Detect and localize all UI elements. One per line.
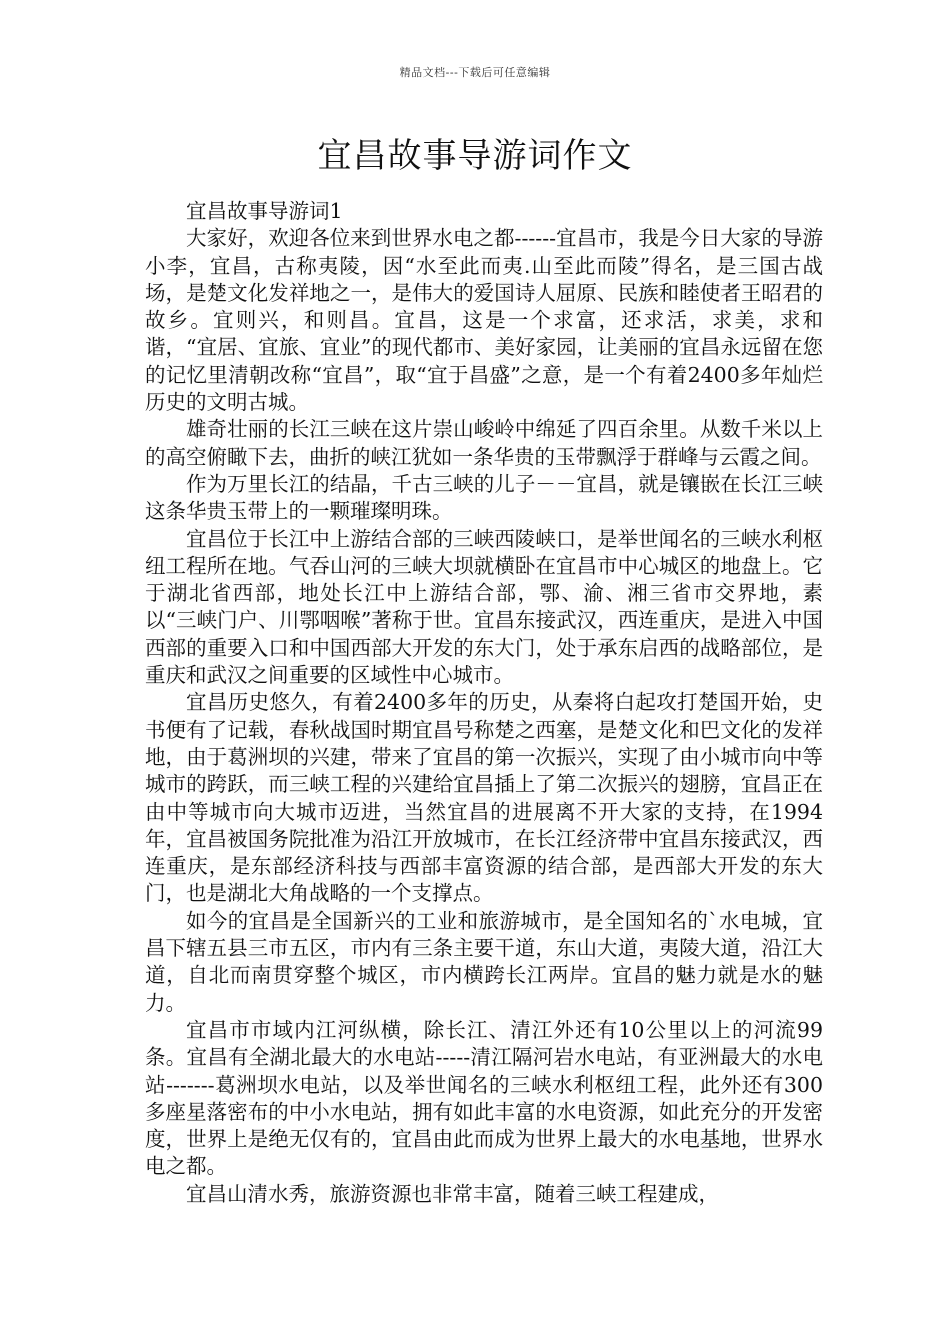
paragraph: 大家好，欢迎各位来到世界水电之都------宜昌市，我是今日大家的导游小李，宜昌，古称夷陵，因“水至此而夷.山至此而陵”得名，是三国古战场，是楚文化发祥地之一，是伟大的爱国诗人屈原、民族和睦使者王昭君的故乡。宜则兴，和则昌。宜昌，这是一个求富，还求活，求美，求和谐，“宜居、宜旅、宜业”的现代都市、美好家园，让美丽的宜昌永远留在您的记忆里清朝改称“宜昌”，取“宜于昌盛”之意，是一个有着2400多年灿烂历史的文明古城。 [145, 226, 823, 415]
document-title: 宜昌故事导游词作文 [317, 136, 633, 176]
header-note: 精品文档---下载后可任意编辑 [399, 66, 551, 79]
paragraph: 如今的宜昌是全国新兴的工业和旅游城市，是全国知名的`水电城，宜昌下辖五县三市五区，市内有三条主要干道，东山大道，夷陵大道，沿江大道，自北而南贯穿整个城区，市内横跨长江两岸。宜昌的魅力就是水的魅力。 [145, 908, 823, 1015]
paragraph: 宜昌历史悠久，有着2400多年的历史，从秦将白起攻打楚国开始，史书便有了记载，春秋战国时期宜昌号称楚之西塞，是楚文化和巴文化的发祥地，由于葛洲坝的兴建，带来了宜昌的第一次振兴，实现了由小城市向中等城市的跨跃，而三峡工程的兴建给宜昌插上了第二次振兴的翅膀，宜昌正在由中等城市向大城市迈进，当然宜昌的进展离不开大家的支持，在1994年，宜昌被国务院批准为沿江开放城市，在长江经济带中宜昌东接武汉，西连重庆，是东部经济科技与西部丰富资源的结合部，是西部大开发的东大门，也是湖北大角战略的一个支撑点。 [145, 690, 823, 906]
paragraph: 宜昌山清水秀，旅游资源也非常丰富，随着三峡工程建成， [186, 1181, 719, 1206]
section-heading: 宜昌故事导游词1 [186, 199, 343, 223]
paragraph: 雄奇壮丽的长江三峡在这片崇山峻岭中绵延了四百余里。从数千米以上的高空俯瞰下去，曲折的峡江犹如一条华贵的玉带飘浮于群峰与云霞之间。 [145, 417, 823, 469]
paragraph: 宜昌市市域内江河纵横，除长江、清江外还有10公里以上的河流99条。宜昌有全湖北最大的水电站-----清江隔河岩水电站，有亚洲最大的水电站-------葛洲坝水电站，以及举世闻名的三峡水利枢纽工程，此外还有300多座星落密布的中小水电站，拥有如此丰富的水电资源，如此充分的开发密度，世界上是绝无仅有的，宜昌由此而成为世界上最大的水电基地，世界水电之都。 [145, 1017, 823, 1179]
paragraph: 宜昌位于长江中上游结合部的三峡西陵峡口，是举世闻名的三峡水利枢纽工程所在地。气吞山河的三峡大坝就横卧在宜昌市中心城区的地盘上。它于湖北省西部，地处长江中上游结合部，鄂、渝、湘三省市交界地，素以“三峡门户、川鄂咽喉”著称于世。宜昌东接武汉，西连重庆，是进入中国西部的重要入口和中国西部大开发的东大门，处于承东启西的战略部位，是重庆和武汉之间重要的区域性中心城市。 [145, 526, 823, 688]
document-body [145, 198, 823, 1208]
paragraph: 作为万里长江的结晶，千古三峡的儿子－－宜昌，就是镶嵌在长江三峡这条华贵玉带上的一颗璀璨明珠。 [145, 471, 823, 524]
